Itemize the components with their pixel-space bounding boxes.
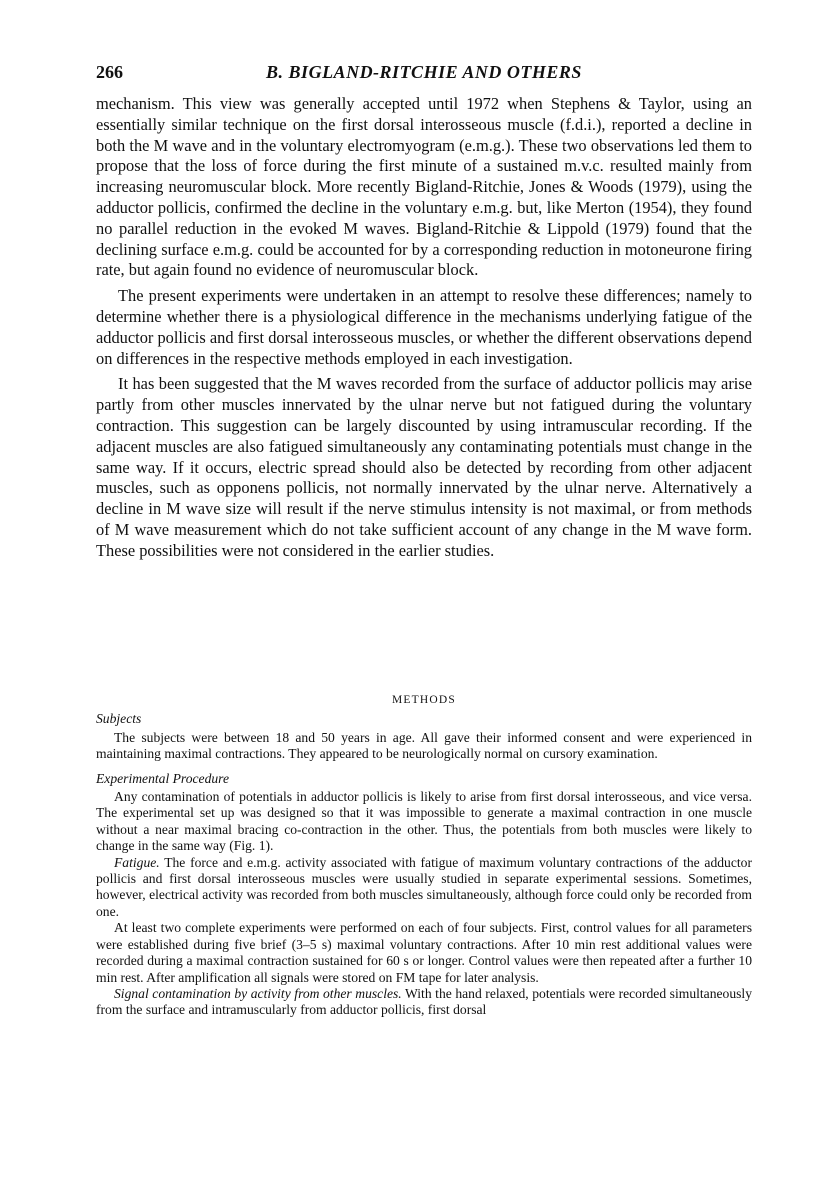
intro-paragraph-1: mechanism. This view was generally accepted until 1972 when Stephens & Taylor, using an essentially similar technique on the first dorsal interosseous muscle (f.d.i.), reported a decline in both the M wave and in the voluntary electromyogram (e.m.g.). These two observations led them to propose that the loss of force during the first minute of a sustained m.v.c. resulted mainly from increasing neuromuscular block. More recently Bigland-Ritchie, Jones & Woods (1979), using the adductor pollicis, confirmed the decline in the voluntary e.m.g. but, like Merton (1954), they found no parallel reduction in the evoked M waves. Bigland-Ritchie & Lippold (1979) found that the declining surface e.m.g. could be accounted for by a corresponding reduction in motoneurone firing rate, but again found no evidence of neuromuscular block. (96, 94, 752, 280)
procedure-subheading: Experimental Procedure (96, 770, 229, 786)
signal-contamination-paragraph (96, 986, 752, 1019)
introduction-section (96, 94, 752, 567)
methods-section (96, 692, 752, 1019)
methods-heading: METHODS (392, 694, 456, 706)
experiments-paragraph: At least two complete experiments were performed on each of four subjects. First, control values for all parameters were established during five brief (3–5 s) maximal voluntary contractions. After 10 min rest additional values were recorded during a maximal contraction sustained for 60 s or longer. Control values were then repeated after a further 10 min rest. After amplification all signals were stored on FM tape for later analysis. (96, 920, 752, 985)
procedure-paragraph: Any contamination of potentials in adductor pollicis is likely to arise from first dorsal interosseous, and vice versa. The experimental set up was designed so that it was impossible to generate a maximal contraction in one muscle without a near maximal bracing co-contraction in the other. Thus, the potentials from both muscles were likely to change in the same way (Fig. 1). (96, 789, 752, 854)
fatigue-text: The force and e.m.g. activity associated with fatigue of maximum voluntary contractions of the adductor pollicis and first dorsal interosseous muscles were usually studied in separate experimental sessions. Sometimes, however, electrical activity was recorded from both muscles simultaneously, although force could only be recorded from one. (96, 854, 752, 919)
intro-paragraph-2: The present experiments were undertaken in an attempt to resolve these differences; namely to determine whether there is a physiological difference in the mechanisms underlying fatigue of the adductor pollicis and first dorsal interosseous muscles, or whether the different observations depend on differences in the respective methods employed in each investigation. (96, 286, 752, 368)
intro-paragraph-3: It has been suggested that the M waves recorded from the surface of adductor pollicis may arise partly from other muscles innervated by the ulnar nerve but not fatigued during the voluntary contraction. This suggestion can be largely discounted by using intramuscular recording. If the adjacent muscles are also fatigued simultaneously any contaminating potentials must change in the same way. If it occurs, electric spread should also be detected by recording from other adjacent muscles, such as opponens pollicis, not normally innervated by the ulnar nerve. Alternatively a decline in M wave size will result if the nerve stimulus intensity is not maximal, or from methods of M wave measurement which do not take sufficient account of any change in the M wave form. These possibilities were not considered in the earlier studies. (96, 374, 752, 560)
running-head: B. BIGLAND-RITCHIE AND OTHERS (266, 62, 582, 82)
signal-contamination-run-in-heading: Signal contamination by activity from other muscles. (114, 985, 402, 1001)
signal-contamination-text: With the hand relaxed, potentials were recorded simultaneously from the surface and intramuscularly from adductor pollicis, first dorsal (96, 985, 752, 1018)
subjects-subheading: Subjects (96, 711, 142, 727)
page-header (96, 62, 752, 88)
fatigue-paragraph (96, 855, 752, 921)
subjects-paragraph: The subjects were between 18 and 50 years in age. All gave their informed consent and were experienced in maintaining maximal contractions. They appeared to be neurologically normal on cursory examination. (96, 729, 752, 762)
page-number: 266 (96, 62, 123, 82)
fatigue-run-in-heading: Fatigue. (114, 854, 160, 870)
